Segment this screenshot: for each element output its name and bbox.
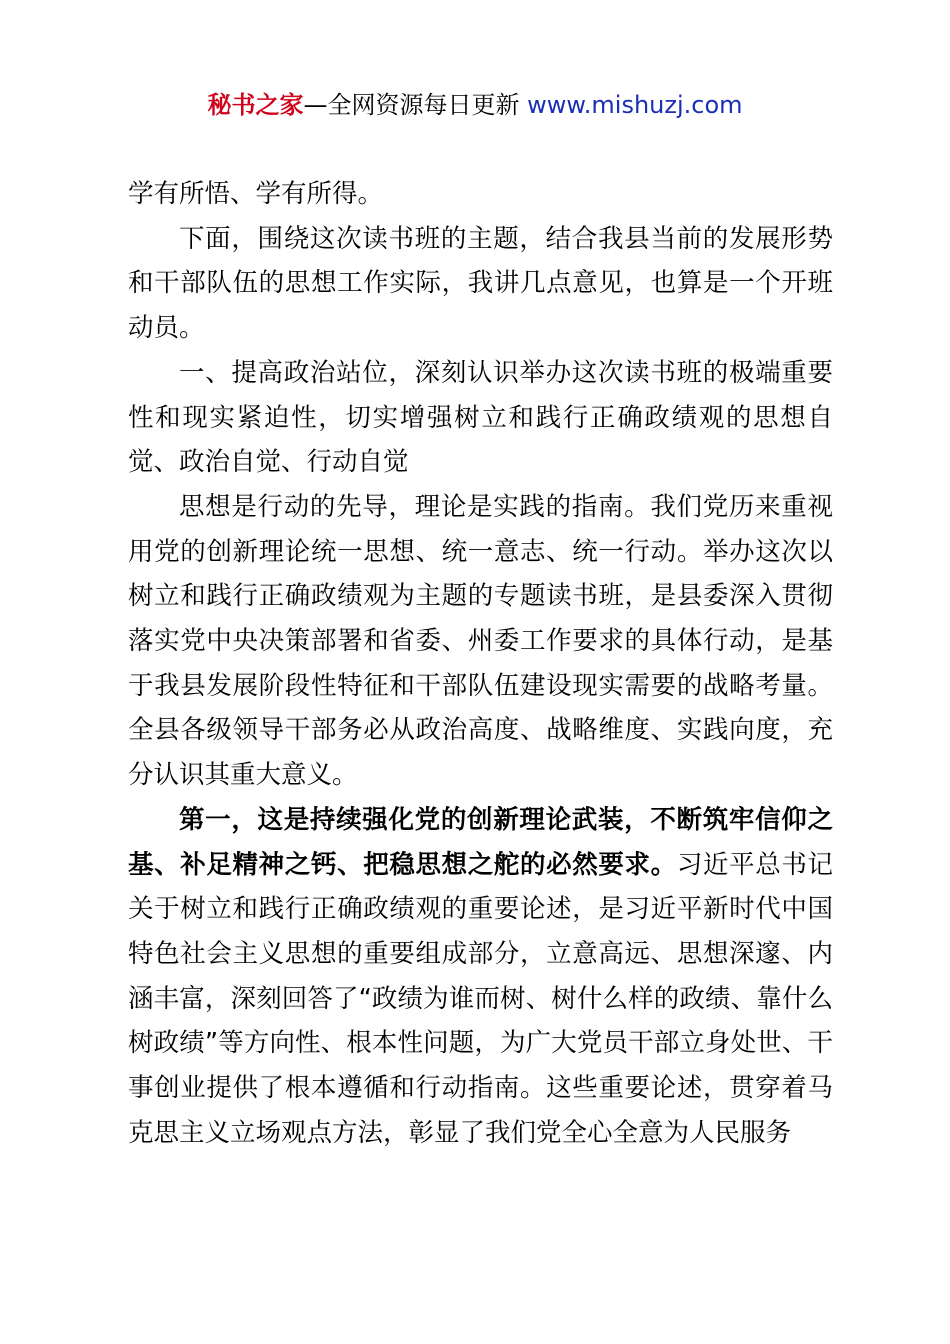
bold-lead-sentence: 第一，这是持续强化党的创新理论武装，不断筑牢信仰之基、补足精神之钙、把稳思想之舵的必然要求。 xyxy=(128,804,833,880)
paragraph xyxy=(128,798,833,1156)
paragraph-body: 习近平总书记关于树立和践行正确政绩观的重要论述，是习近平新时代中国特色社会主义思想的重要组成部分，立意高远、思想深邃、内涵丰富，深刻回答了“政绩为谁而树、树什么样的政绩、靠什么树政绩”等方向性、根本性问题，为广大党员干部立身处世、干事创业提供了根本遵循和行动指南。这些重要论述，贯穿着马克思主义立场观点方法，彰显了我们党全心全意为人民服务 xyxy=(128,849,833,1148)
paragraph: 思想是行动的先导，理论是实践的指南。我们党历来重视用党的创新理论统一思想、统一意志、统一行动。举办这次以树立和践行正确政绩观为主题的专题读书班，是县委深入贯彻落实党中央决策部署和省委、州委工作要求的具体行动，是基于我县发展阶段性特征和干部队伍建设现实需要的战略考量。全县各级领导干部务必从政治高度、战略维度、实践向度，充分认识其重大意义。 xyxy=(128,491,833,791)
site-tagline: —全网资源每日更新 xyxy=(303,91,520,119)
paragraph: 学有所悟、学有所得。 xyxy=(128,179,384,209)
document-header xyxy=(0,90,950,120)
section-heading: 一、提高政治站位，深刻认识举办这次读书班的极端重要性和现实紧迫性，切实增强树立和践行正确政绩观的思想自觉、政治自觉、行动自觉 xyxy=(128,357,833,478)
site-brand: 秘书之家 xyxy=(207,91,304,119)
paragraph: 下面，围绕这次读书班的主题，结合我县当前的发展形势和干部队伍的思想工作实际，我讲几点意见，也算是一个开班动员。 xyxy=(128,223,833,344)
document-body xyxy=(128,172,833,1155)
site-url[interactable]: www.mishuzj.com xyxy=(527,91,743,119)
